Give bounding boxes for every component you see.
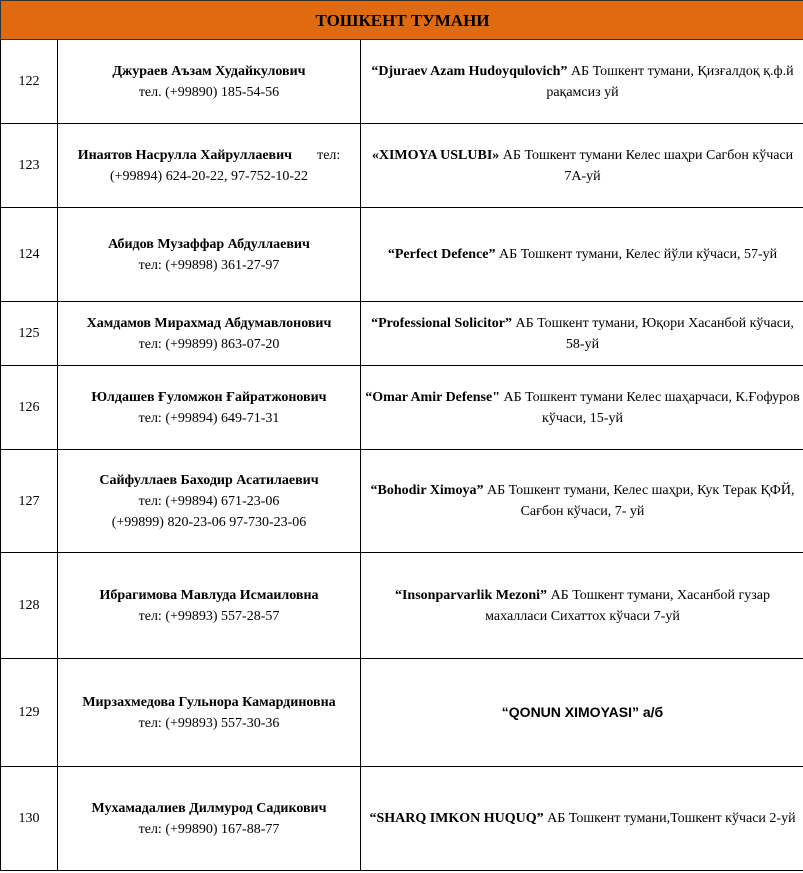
phone-text: тел. (+99890) 185-54-56 [138,84,280,100]
phone-text: (+99899) 820-23-06 97-730-23-06 [111,514,307,530]
organization-name: «XIMOYA USLUBI» [371,147,500,163]
table-row [1,208,803,302]
organization-name: “Bohodir Ximoya” [370,483,484,498]
organization-name: “Omar Amir Defense" [365,389,500,405]
table-row [1,40,803,124]
person-cell [58,208,361,302]
table-row [1,124,803,208]
organization-name: “Djuraev Azam Hudoyqulovich” [371,63,568,79]
organization-address: АБ Тошкент тумани, Келес шаҳри, Кук Терак ҚФЙ, Сағбон кўчаси, 7- уй [483,483,795,519]
row-number: 129 [1,659,58,767]
table-row [1,659,803,767]
organization-name: “Insonparvarlik Mezoni” [394,587,548,603]
person-cell [58,40,361,124]
row-number: 126 [1,366,58,450]
organization-cell [361,366,803,450]
person-name: Мухамадалиев Дилмурод Садикович [91,800,327,816]
person-cell [58,450,361,553]
person-name: Ибрагимова Мавлуда Исмаиловна [99,587,319,603]
organization-address: АБ Тошкент тумани, Юқори Хасанбой кўчаси, 58-уй [512,315,794,352]
organization-name: “SHARQ IMKON HUQUQ” [369,811,544,826]
person-cell [58,659,361,767]
person-cell [58,553,361,659]
tel-label: тел: [317,147,341,163]
phone-text: (+99894) 624-20-22, 97-752-10-22 [109,168,309,184]
organization-cell [361,450,803,553]
row-number: 122 [1,40,58,124]
row-number: 127 [1,450,58,553]
table-row [1,553,803,659]
person-name: Джураев Аъзам Худайкулович [112,63,306,79]
organization-address: АБ Тошкент тумани, Қизғалдоқ қ.ф.й рақамсиз уй [546,63,794,100]
organization-name: “QONUN XIMOYASI” а/б [501,703,664,720]
row-number: 128 [1,553,58,659]
district-title: ТОШКЕНТ ТУМАНИ [1,1,803,40]
person-name: Юлдашев Ғуломжон Ғайратжонович [91,389,327,405]
phone-text: тел: (+99899) 863-07-20 [138,336,280,352]
table-row [1,767,803,871]
person-name: Инаятов Насрулла Хайруллаевич [77,147,293,163]
person-name: Мирзахмедова Гульнора Камардиновна [82,694,336,710]
organization-cell [361,302,803,366]
organization-address: АБ Тошкент тумани Келес шаҳарчаси, К.Ғофуров кўчаси, 15-уй [500,389,800,426]
person-cell [58,366,361,450]
organization-cell [361,553,803,659]
phone-text: тел: (+99893) 557-28-57 [138,608,280,624]
person-name: Сайфуллаев Баходир Асатилаевич [99,472,319,488]
table-row [1,366,803,450]
phone-text: тел: (+99894) 649-71-31 [138,410,280,426]
person-name: Абидов Музаффар Абдуллаевич [108,236,310,252]
table-row [1,450,803,553]
organization-name: “Perfect Defence” [387,247,496,262]
phone-text: тел: (+99898) 361-27-97 [138,257,280,273]
person-cell [58,124,361,208]
person-cell [58,302,361,366]
organization-cell [361,40,803,124]
organization-cell [361,767,803,871]
phone-text: тел: (+99890) 167-88-77 [138,821,280,837]
organization-cell [361,124,803,208]
row-number: 125 [1,302,58,366]
organization-address: АБ Тошкент тумани Келес шаҳри Сагбон кўчаси 7А-уй [499,147,794,184]
row-number: 124 [1,208,58,302]
table-row [1,302,803,366]
organization-name: “Professional Solicitor” [371,315,512,331]
table-header-row [1,1,803,40]
phone-text: тел: (+99894) 671-23-06 [138,493,280,509]
organization-address: АБ Тошкент тумани, Келес йўли кўчаси, 57-уй [495,247,778,262]
phone-text: тел: (+99893) 557-30-36 [138,715,280,731]
row-number: 130 [1,767,58,871]
organization-cell [361,659,803,767]
row-number: 123 [1,124,58,208]
organization-address: АБ Тошкент тумани, Хасанбой гузар махалласи Сихаттох кўчаси 7-уй [485,587,770,624]
organization-address: АБ Тошкент тумани,Тошкент кўчаси 2-уй [543,811,796,826]
person-cell [58,767,361,871]
organization-cell [361,208,803,302]
person-name: Хамдамов Мирахмад Абдумавлонович [86,315,332,331]
